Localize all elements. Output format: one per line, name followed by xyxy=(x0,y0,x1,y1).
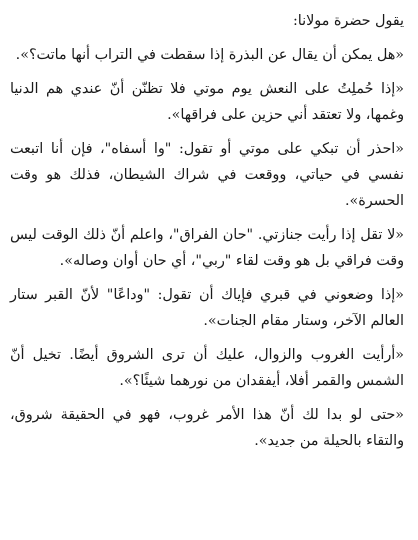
quote-paragraph-7: «حتى لو بدا لك أنّ هذا الأمر غروب، فهو في الحقيقة شروق، والتقاء بالحيلة من جديد». xyxy=(10,407,404,449)
intro-line: يقول حضرة مولانا: xyxy=(292,13,404,29)
quote-paragraph-1: «هل يمكن أن يقال عن البذرة إذا سقطت في التراب أنها ماتت؟». xyxy=(15,47,404,63)
quote-paragraph-4: «لا تقل إذا رأيت جنازتي. "حان الفراق"، واعلم أنّ ذلك الوقت ليس وقت فراقي بل هو وقت لقاء "ربي"، أي حان أوان وصاله». xyxy=(10,227,404,269)
quote-paragraph-2: «إذا حُملِتُ على النعش يوم موتي فلا تظنّن أنّ عندي هم الدنيا وغمها، ولا تعتقد أني حزين على فراقها». xyxy=(10,81,404,123)
quote-paragraph-3: «احذر أن تبكي على موتي أو تقول: "وا أسفاه"، فإن أنا اتبعت نفسي في حياتي، ووقعت في شراك الشيطان، فذلك هو وقت الحسرة». xyxy=(10,141,404,209)
quote-paragraph-5: «إذا وضعوني في قبري فإياك أن تقول: "وداعًا" لأنّ القبر ستار العالم الآخر، وستار مقام الجنات». xyxy=(10,287,404,329)
quote-paragraph-6: «أرأيت الغروب والزوال، عليك أن ترى الشروق أيضًا. تخيل أنّ الشمس والقمر أفلا، أيفقدان من نورهما شيئًا؟». xyxy=(10,347,404,389)
